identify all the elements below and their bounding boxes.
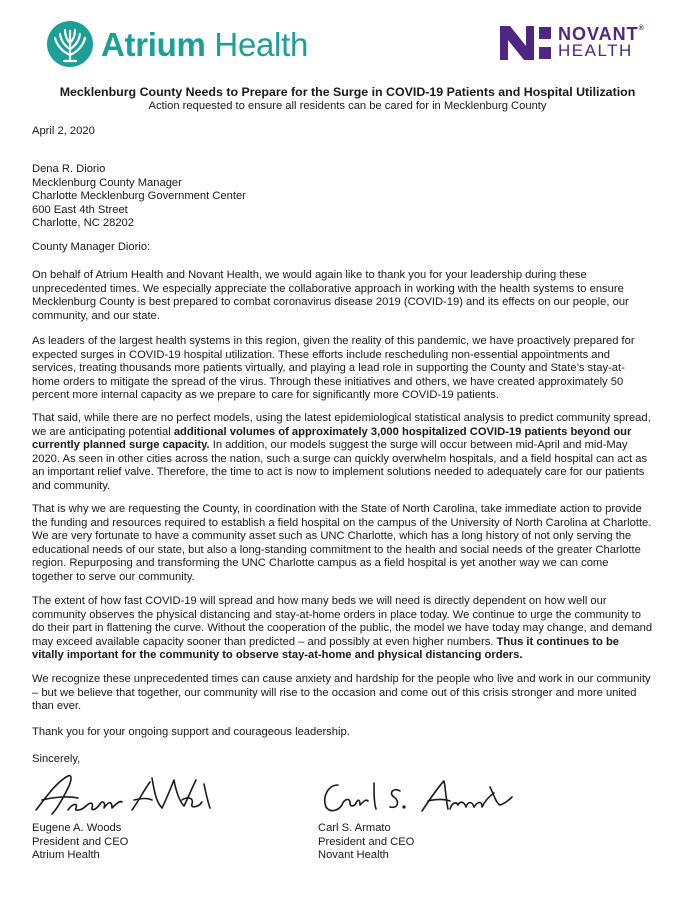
signer-name: Eugene A. Woods bbox=[32, 822, 122, 834]
signer-org: Atrium Health bbox=[32, 849, 100, 862]
novant-n-icon bbox=[500, 26, 552, 60]
recipient-address bbox=[32, 163, 662, 231]
novant-logo-wordmark: NOVANT® HEALTH bbox=[558, 24, 644, 61]
recipient-line: Mecklenburg County Manager bbox=[32, 176, 182, 189]
signer-block-armato bbox=[318, 822, 414, 863]
signer-block-woods bbox=[32, 822, 128, 863]
signer-org: Novant Health bbox=[318, 849, 389, 862]
emphasis-text: vitally important for the community to observe stay-at-home and physical distancing orders. bbox=[32, 649, 523, 662]
paragraph-3: That said, while there are no perfect models, using the latest epidemiological statistical analysis to predict community spread, we are anticipating potential additional volumes of approximately 3,000 hospitalized COVID-19 patients beyond our currently planned surge capacity. In addition, our models suggest the surge will occur between mid-April and mid-May 2020. As seen in other cities across the nation, such a surge can quickly overwhelm hospitals, and a field hospital can act as an important relief valve. Therefore, the time to act is now to implement solutions needed to adequately care for our patients and community. bbox=[32, 412, 651, 492]
woods-signature bbox=[32, 770, 217, 820]
paragraph-2: As leaders of the largest health systems in this region, given the reality of this pandemic, we have proactively prepared for expected surges in COVID-19 hospital utilization. These efforts include rescheduling non-essential appointments and services, treating thousands more patients virtually, and playing a lead role in supporting the County and State’s stay-at- home orders to mitigate the spread of the virus. Through these initiatives and others, we have created approximately 50 percent more internal capacity as we prepare to care for significantly more COVID-19 patients. bbox=[32, 335, 635, 402]
atrium-logo-wordmark: Atrium Health bbox=[101, 25, 309, 63]
recipient-line: Charlotte Mecklenburg Government Center bbox=[32, 190, 246, 203]
recipient-line: Dena R. Diorio bbox=[32, 163, 106, 175]
letter-title: Mecklenburg County Needs to Prepare for the Surge in COVID-19 Patients and Hospital Utilization bbox=[59, 85, 636, 99]
paragraph-6: We recognize these unprecedented times can cause anxiety and hardship for the people who live and work in our community – but we believe that together, our community will rise to the occasion and come out of this crisis stronger and more united than ever. bbox=[32, 673, 651, 713]
armato-signature bbox=[318, 775, 528, 820]
signer-title: President and CEO bbox=[32, 835, 129, 848]
atrium-health-logo bbox=[45, 18, 308, 70]
emphasis-text: additional volumes of approximately 3,000 hospitalized COVID-19 patients beyond our bbox=[173, 425, 632, 438]
recipient-line: 600 East 4th Street bbox=[32, 203, 128, 216]
paragraph-4: That is why we are requesting the County, in coordination with the State of North Carolina, take immediate action to provide the funding and resources required to establish a field hospital on the campus of the University of North Carolina at Charlotte. We are very fortunate to have a community asset such as UNC Charlotte, which has a long history of not only serving the educational needs of our state, but also a long-standing commitment to the health and social needs of the greater Charlotte region. Repurposing and transforming the UNC Charlotte campus as a field hospital is yet another way we can come together to serve our community. bbox=[32, 503, 652, 583]
paragraph-7: Thank you for your ongoing support and courageous leadership. bbox=[32, 726, 350, 738]
salutation: County Manager Diorio: bbox=[32, 241, 151, 253]
atrium-leaf-icon bbox=[45, 19, 95, 69]
novant-health-logo bbox=[500, 26, 644, 60]
paragraph-1: On behalf of Atrium Health and Novant Health, we would again like to thank you for your leadership during these unprecedented times. We especially appreciate the collaborative approach in working with the health systems to ensure Mecklenburg County is best prepared to combat coronavirus disease 2019 (COVID-19) and its effects on our people, our community, and our state. bbox=[32, 269, 629, 322]
recipient-line: Charlotte, NC 28202 bbox=[32, 217, 134, 230]
closing: Sincerely, bbox=[32, 753, 81, 765]
paragraph-5: The extent of how fast COVID-19 will spread and how many beds we will need is directly dependent on how well our community observes the physical distancing and stay-at-home orders in place today. We continue to urge the community to do their part in flattening the curve. Without the cooperation of the public, the model we have today may change, and demand may exceed available capacity sooner than predicted – and possibly at even higher numbers. Thus it continues to be vitally important for the community to observe stay-at-home and physical distancing orders. bbox=[32, 595, 653, 662]
emphasis-text: Thus it continues to be bbox=[496, 635, 620, 648]
signer-name: Carl S. Armato bbox=[318, 822, 391, 834]
emphasis-text: currently planned surge capacity. bbox=[32, 439, 210, 452]
signer-title: President and CEO bbox=[318, 835, 415, 848]
letter-date: April 2, 2020 bbox=[32, 125, 95, 137]
letter-subtitle: Action requested to ensure all residents can be cared for in Mecklenburg County bbox=[148, 100, 547, 112]
